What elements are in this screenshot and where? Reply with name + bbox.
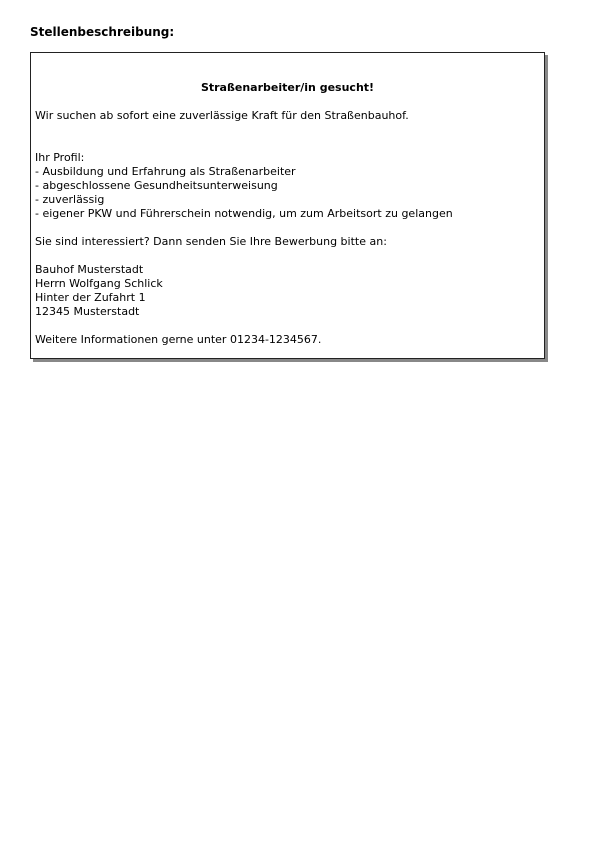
job-description-box bbox=[30, 52, 545, 359]
profile-label: Ihr Profil: bbox=[35, 151, 85, 164]
profile-item: - eigener PKW und Führerschein notwendig, um zum Arbeitsort zu gelangen bbox=[35, 207, 453, 220]
section-heading: Stellenbeschreibung: bbox=[30, 25, 175, 39]
profile-item: - Ausbildung und Erfahrung als Straßenarbeiter bbox=[35, 165, 296, 178]
contact-info: Weitere Informationen gerne unter 01234-1234567. bbox=[35, 333, 322, 346]
profile-item: - abgeschlossene Gesundheitsunterweisung bbox=[35, 179, 278, 192]
contact-address bbox=[35, 263, 540, 319]
spacer bbox=[35, 221, 540, 235]
address-line: 12345 Musterstadt bbox=[35, 305, 140, 318]
interest-text: Sie sind interessiert? Dann senden Sie Ihre Bewerbung bitte an: bbox=[35, 235, 387, 248]
spacer bbox=[35, 249, 540, 263]
address-line: Herrn Wolfgang Schlick bbox=[35, 277, 163, 290]
spacer bbox=[35, 319, 540, 333]
address-line: Bauhof Musterstadt bbox=[35, 263, 144, 276]
profile-item: - zuverlässig bbox=[35, 193, 105, 206]
spacer bbox=[35, 123, 540, 151]
profile-list bbox=[35, 165, 540, 221]
job-title: Straßenarbeiter/in gesucht! bbox=[200, 81, 375, 94]
address-line: Hinter der Zufahrt 1 bbox=[35, 291, 146, 304]
job-intro: Wir suchen ab sofort eine zuverlässige Kraft für den Straßenbauhof. bbox=[35, 109, 409, 122]
